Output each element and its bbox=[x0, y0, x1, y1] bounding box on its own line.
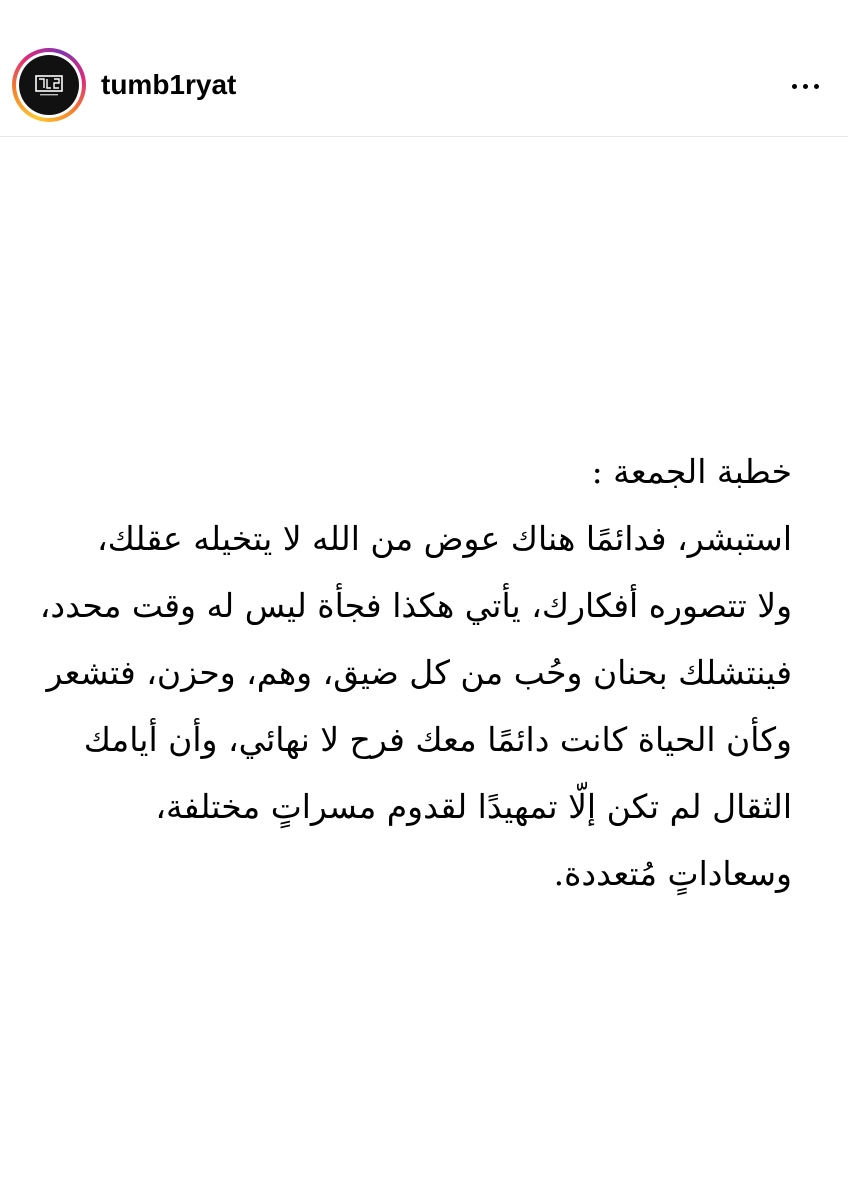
post-header bbox=[0, 0, 848, 137]
post-text-line: الثقال لم تكن إلّا تمهيدًا لقدوم مسراتٍ مختلفة، bbox=[155, 787, 792, 826]
more-options-button[interactable] bbox=[782, 70, 830, 102]
post-text-line: استبشر، فدائمًا هناك عوض من الله لا يتخيله عقلك، bbox=[96, 519, 792, 558]
more-horizontal-icon bbox=[803, 84, 808, 89]
post-text-line: فينتشلك بحنان وحُب من كل ضيق، وهم، وحزن، فتشعر bbox=[46, 653, 792, 692]
post-text-line: ولا تتصوره أفكارك، يأتي هكذا فجأة ليس له وقت محدد، bbox=[39, 586, 792, 625]
post-text-line: وسعاداتٍ مُتعددة. bbox=[553, 854, 792, 893]
calligraphy-logo-icon bbox=[19, 55, 79, 115]
username[interactable]: tumb1ryat bbox=[101, 69, 237, 100]
avatar[interactable] bbox=[19, 55, 79, 115]
avatar-ring-gap bbox=[16, 52, 82, 118]
post-image bbox=[0, 138, 848, 1200]
post-title: خطبة الجمعة : bbox=[591, 452, 792, 491]
avatar-story-ring[interactable] bbox=[12, 48, 86, 122]
more-horizontal-icon bbox=[814, 84, 819, 89]
post-caption-text bbox=[32, 438, 792, 907]
post-text-line: وكأن الحياة كانت دائمًا معك فرح لا نهائي، وأن أيامك bbox=[83, 720, 792, 759]
more-horizontal-icon bbox=[792, 84, 797, 89]
